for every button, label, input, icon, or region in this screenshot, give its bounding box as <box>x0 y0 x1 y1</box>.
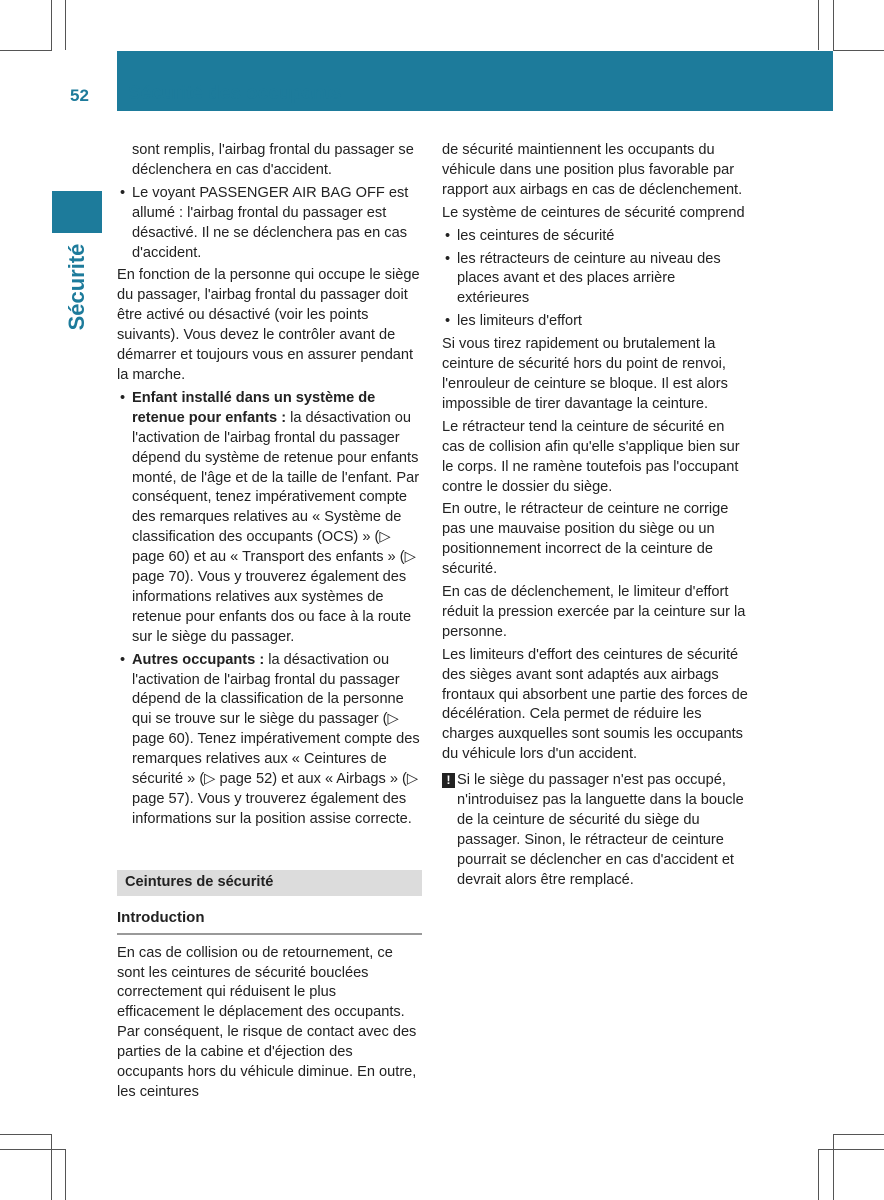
bullet-continuation: sont remplis, l'airbag frontal du passager se déclenchera en cas d'accident. <box>132 142 414 178</box>
crop-mark <box>833 50 884 51</box>
crop-mark <box>51 0 52 50</box>
left-bullet-list <box>117 184 422 264</box>
crop-mark <box>833 1134 884 1135</box>
left-column <box>117 141 422 1106</box>
paragraph: En outre, le rétracteur de ceinture ne corrige pas une mauvaise position du siège ou un positionnement incorrect de la ceinture de sécurité. <box>442 501 729 578</box>
paragraph: de sécurité maintiennent les occupants du véhicule dans une position plus favorable par rapport aux airbags en cas de déclenchement. <box>442 142 743 198</box>
list-item <box>442 227 748 247</box>
bullet-dot: • <box>120 184 126 201</box>
warning-text: Si le siège du passager n'est pas occupé, n'introduisez pas la languette dans la boucle de la ceinture de sécurité du siège du passager. Sinon, le rétracteur de ceinture pourrait se déclencher en cas d'accident et devrait alors être remplacé. <box>457 772 744 888</box>
side-tab <box>52 191 102 233</box>
right-bullet-list <box>442 227 748 333</box>
bullet-dot: • <box>445 250 451 267</box>
crop-mark <box>818 0 819 50</box>
list-item-text: Le voyant PASSENGER AIR BAG OFF est allumé : l'airbag frontal du passager est désactivé. Il ne se déclenchera pas en cas d'accident. <box>132 184 409 261</box>
list-item-text: les rétracteurs de ceinture au niveau des places avant et des places arrière extérieures <box>457 250 721 307</box>
list-item <box>117 389 422 648</box>
subsection-heading: Introduction <box>117 908 422 935</box>
paragraph: En fonction de la personne qui occupe le siège du passager, l'airbag frontal du passager doit être activé ou désactivé (voir les points suivants). Vous devez le contrôler avant de démarrer et toujours vous en assurer pendant la marche. <box>117 267 420 383</box>
list-item-text: la désactivation ou l'activation de l'airbag frontal du passager dépend de la classification de la personne qui se trouve sur le siège du passager (▷ page 60). Tenez impérativement compte des remarques relatives aux « Ceintures de sécurité » (▷ page 52) et aux « Airbags » (▷ page 57). Vous y trouverez également des informations sur la position assise correcte. <box>132 651 420 827</box>
list-item-text: la désactivation ou l'activation de l'airbag frontal du passager dépend du système de retenue pour enfants monté, de l'âge et de la taille de l'enfant. Par conséquent, tenez impérativement compte des remarques relatives au « Système de classification des occupants (OCS) » (▷ page 60) et au « Transport des enfants » (▷ page 70). Vous y trouverez également des informations relatives aux systèmes de retenue pour enfants dos ou face à la route sur le siège du passager. <box>132 409 420 645</box>
paragraph: En cas de déclenchement, le limiteur d'effort réduit la pression exercée par la ceinture sur la personne. <box>442 584 746 640</box>
left-bullet-list-2 <box>117 389 422 830</box>
list-item-text: les ceintures de sécurité <box>457 227 615 244</box>
crop-mark <box>833 1134 834 1200</box>
paragraph: Si vous tirez rapidement ou brutalement la ceinture de sécurité hors du point de renvoi, l'enrouleur de ceinture se bloque. Il est alors impossible de tirer davantage la ceinture. <box>442 336 728 412</box>
crop-mark <box>833 0 834 50</box>
crop-mark <box>0 1149 66 1150</box>
crop-mark <box>65 0 66 50</box>
list-item-title: Enfant installé dans un système de retenue pour enfants : <box>132 389 376 426</box>
page-title: Sécurité des occupants <box>128 83 342 104</box>
paragraph: Le système de ceintures de sécurité comprend <box>442 204 745 221</box>
crop-mark <box>0 1134 52 1135</box>
bullet-dot: • <box>120 651 126 668</box>
list-item <box>117 651 422 830</box>
list-item <box>117 184 422 264</box>
side-tab-text: Sécurité <box>64 243 89 331</box>
list-item <box>442 250 748 310</box>
list-item <box>442 312 748 332</box>
crop-mark <box>818 1149 819 1200</box>
list-item-title: Autres occupants : <box>132 651 265 668</box>
bullet-dot: • <box>445 227 451 244</box>
crop-mark <box>818 1149 884 1150</box>
bullet-dot: • <box>445 313 451 330</box>
paragraph: Les limiteurs d'effort des ceintures de sécurité des sièges avant sont adaptés aux airbags frontaux qui absorbent une partie des forces de décélération. Cela permet de réduire les charges auxquelles sont soumis les occupants du véhicule lors d'un accident. <box>442 646 748 763</box>
crop-mark <box>51 1134 52 1200</box>
section-heading: Ceintures de sécurité <box>117 870 422 896</box>
paragraph: Le rétracteur tend la ceinture de sécurité en cas de collision afin qu'elle s'applique bien sur le corps. Il ne ramène toutefois pas l'occupant contre le dossier du siège. <box>442 418 740 495</box>
list-item-text: les limiteurs d'effort <box>457 313 582 330</box>
crop-mark <box>65 1149 66 1200</box>
page-number: 52 <box>70 86 89 105</box>
side-tab-label <box>48 232 106 342</box>
bullet-dot: • <box>120 389 126 406</box>
warning-note <box>442 771 748 890</box>
right-column <box>442 141 748 891</box>
crop-mark <box>0 50 52 51</box>
paragraph: En cas de collision ou de retournement, ce sont les ceintures de sécurité bouclées correctement qui réduisent le plus efficacement le déplacement des occupants. Par conséquent, le risque de contact avec des parties de la cabine et d'éjection des occupants hors du véhicule diminue. En outre, les ceintures <box>117 944 417 1100</box>
warning-icon: ! <box>442 773 455 788</box>
